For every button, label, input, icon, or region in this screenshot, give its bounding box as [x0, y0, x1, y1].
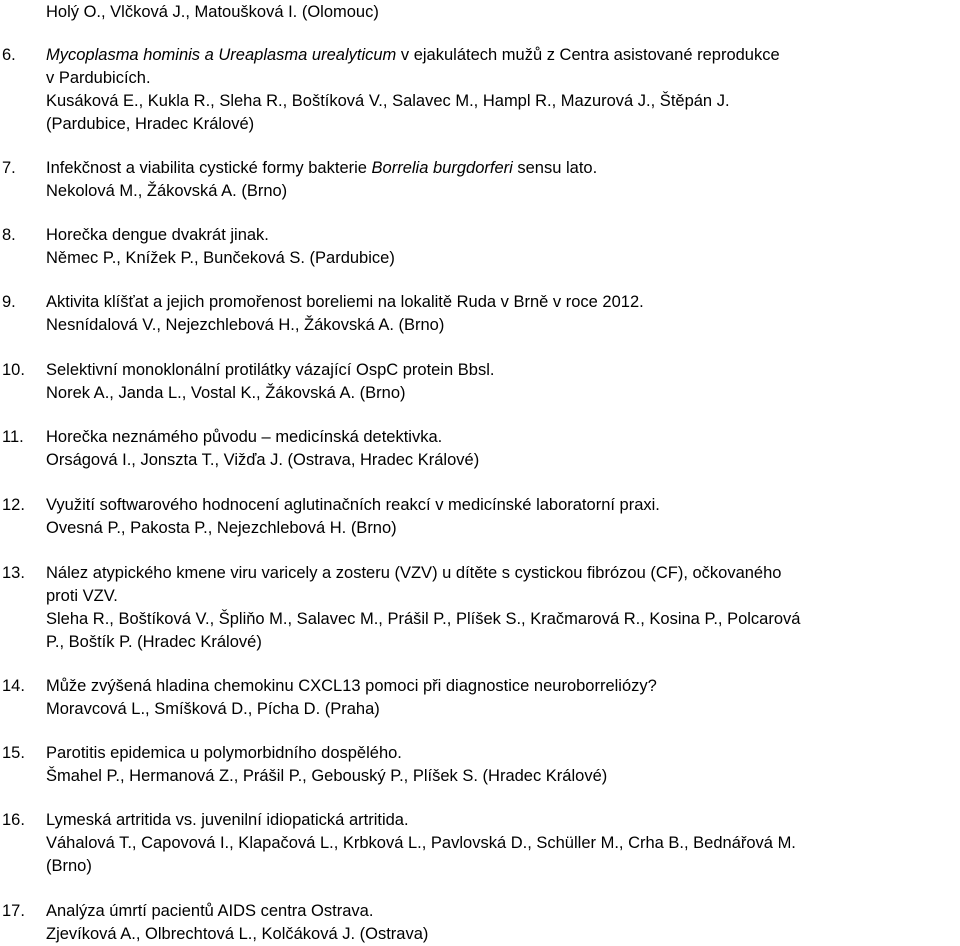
entry-13-number: 13. [2, 564, 25, 582]
entry-6-title [46, 44, 780, 67]
entry-14-title: Může zvýšená hladina chemokinu CXCL13 pomoci při diagnostice neuroborreliózy? [46, 677, 657, 695]
entry-6-authors: Kusáková E., Kukla R., Sleha R., Boštíková V., Salavec M., Hampl R., Mazurová J., Štěpán J. [46, 92, 730, 110]
entry-11-authors: Orságová I., Jonszta T., Vižďa J. (Ostrava, Hradec Králové) [46, 451, 480, 469]
entry-16-number: 16. [2, 811, 25, 829]
entry-13-title: Nález atypického kmene viru varicely a zosteru (VZV) u dítěte s cystickou fibrózou (CF), očkovaného [46, 564, 782, 582]
entry-8-number: 8. [2, 226, 16, 244]
entry-14-number: 14. [2, 677, 25, 695]
entry-6-number: 6. [2, 46, 16, 64]
entry-8-authors: Němec P., Knížek P., Bunčeková S. (Pardubice) [46, 249, 395, 267]
entry-7-authors: Nekolová M., Žákovská A. (Brno) [46, 182, 288, 200]
entry-8-title: Horečka dengue dvakrát jinak. [46, 226, 269, 244]
entry-10-authors: Norek A., Janda L., Vostal K., Žákovská A. (Brno) [46, 384, 406, 402]
entry-13-title-line2: proti VZV. [46, 587, 118, 605]
entry-12-number: 12. [2, 496, 25, 514]
entry-9-number: 9. [2, 293, 16, 311]
entry-13-authors: Sleha R., Boštíková V., Špliňo M., Salavec M., Prášil P., Plíšek S., Kračmarová R., Kosina P., Polcarová [46, 610, 801, 628]
entry-14-authors: Moravcová L., Smíšková D., Pícha D. (Praha) [46, 700, 380, 718]
entry-15-number: 15. [2, 744, 25, 762]
entry-6-title-rest: v ejakulátech mužů z Centra asistované reprodukce [396, 46, 780, 64]
entry-7-title [46, 157, 597, 180]
entry-10-number: 10. [2, 361, 25, 379]
entry-12-title: Využití softwarového hodnocení aglutinačních reakcí v medicínské laboratorní praxi. [46, 496, 660, 514]
entry-6-title-italic: Mycoplasma hominis a Ureaplasma urealyticum [46, 46, 397, 64]
entry-13-authors-line2: P., Boštík P. (Hradec Králové) [46, 633, 262, 651]
entry-7-title-italic: Borrelia burgdorferi [371, 159, 513, 177]
entry-16-authors-line2: (Brno) [46, 857, 92, 875]
entry-16-authors: Váhalová T., Capovová I., Klapačová L., Krbková L., Pavlovská D., Schüller M., Crha B., Bednářová M. [46, 834, 796, 852]
entry-10-title: Selektivní monoklonální protilátky vázající OspC protein Bbsl. [46, 361, 495, 379]
entry-7-title-part1: Infekčnost a viabilita cystické formy bakterie [46, 159, 372, 177]
entry-17-number: 17. [2, 902, 25, 920]
entry-5-authors: Holý O., Vlčková J., Matoušková I. (Olomouc) [46, 3, 379, 21]
entry-7-title-part3: sensu lato. [512, 159, 598, 177]
entry-11-title: Horečka neznámého původu – medicínská detektivka. [46, 428, 443, 446]
entry-15-title: Parotitis epidemica u polymorbidního dospělého. [46, 744, 402, 762]
entry-15-authors: Šmahel P., Hermanová Z., Prášil P., Gebouský P., Plíšek S. (Hradec Králové) [46, 767, 608, 785]
entry-16-title: Lymeská artritida vs. juvenilní idiopatická artritida. [46, 811, 409, 829]
entry-6-title-line2: v Pardubicích. [46, 69, 151, 87]
entry-9-title: Aktivita klíšťat a jejich promořenost boreliemi na lokalitě Ruda v Brně v roce 2012. [46, 293, 644, 311]
entry-17-title: Analýza úmrtí pacientů AIDS centra Ostrava. [46, 902, 374, 920]
entry-6-authors-line2: (Pardubice, Hradec Králové) [46, 115, 255, 133]
entry-7-number: 7. [2, 159, 16, 177]
entry-11-number: 11. [2, 428, 24, 446]
entry-9-authors: Nesnídalová V., Nejezchlebová H., Žákovská A. (Brno) [46, 316, 445, 334]
entry-17-authors: Zjevíková A., Olbrechtová L., Kolčáková J. (Ostrava) [46, 925, 429, 943]
entry-12-authors: Ovesná P., Pakosta P., Nejezchlebová H. (Brno) [46, 519, 397, 537]
